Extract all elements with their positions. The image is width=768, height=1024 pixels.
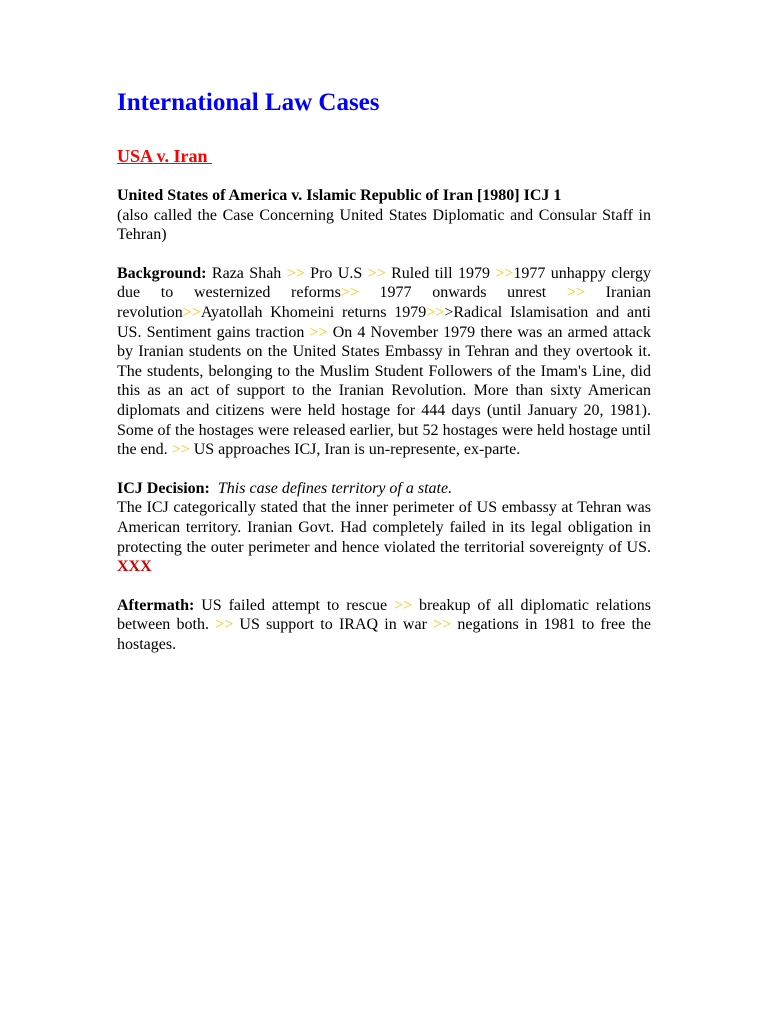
arrow-marker: >> <box>182 303 201 321</box>
decision-text: The ICJ categorically stated that the inner perimeter of US embassy at Tehran was American territory. Iranian Govt. Had completely failed in its legal obligation in protecting the outer perimeter and hence violated the territorial sovereignty of US. <box>117 499 651 556</box>
arrow-marker: >> <box>215 616 234 634</box>
background-text: Ayatollah Khomeini returns 1979 <box>200 303 427 321</box>
citation-title: United States of America v. Islamic Republic of Iran [1980] ICJ 1 <box>117 187 562 204</box>
citation-note: (also called the Case Concerning United States Diplomatic and Consular Staff in Tehran) <box>117 206 651 244</box>
background-text: >Radical Islamisation and anti US. Sentiment gains traction <box>117 303 652 341</box>
background-text: Raza Shah <box>206 264 287 282</box>
arrow-marker: >> <box>426 303 445 321</box>
decision-summary: This case defines territory of a state. <box>217 479 453 497</box>
arrow-marker: >> <box>171 441 190 459</box>
arrow-marker: >> <box>566 284 585 302</box>
decision-label: ICJ Decision: <box>117 479 210 497</box>
background-text: 1977 unhappy clergy due to westernized reforms <box>117 264 651 302</box>
background-text: Iranian revolution <box>117 284 651 321</box>
background-text: US approaches ICJ, Iran is un-represente, ex-parte. <box>189 441 521 459</box>
document-body <box>117 86 651 654</box>
aftermath-paragraph <box>117 596 651 655</box>
arrow-marker: >> <box>340 284 359 302</box>
background-label: Background: <box>117 264 207 282</box>
arrow-marker: >> <box>433 616 452 634</box>
aftermath-label: Aftermath: <box>117 596 195 614</box>
background-paragraph <box>117 264 651 460</box>
arrow-marker: >> <box>495 264 514 282</box>
arrow-marker: >> <box>367 264 386 282</box>
background-text: On 4 November 1979 there was an armed attack by Iranian students on the United States Embassy in Tehran and they overtook it. The students, belonging to the Muslim Student Followers of the Imam's Line, did this as an act of support to the Iranian Revolution. More than sixty American diplomats and citizens were held hostage for 444 days (until January 20, 1981). Some of the hostages were released earlier, but 52 hostages were held hostage until the end. <box>117 323 651 459</box>
aftermath-text: breakup of all diplomatic relations between both. <box>117 596 652 634</box>
case-heading: USA v. Iran <box>117 146 213 166</box>
decision-paragraph <box>117 479 651 577</box>
background-text: Pro U.S <box>304 264 368 282</box>
aftermath-text: US failed attempt to rescue <box>194 596 394 614</box>
aftermath-text: negations in 1981 to free the hostages. <box>117 616 652 653</box>
arrow-marker: >> <box>393 596 413 614</box>
arrow-marker: >> <box>286 264 305 282</box>
aftermath-text: US support to IRAQ in war <box>233 616 434 634</box>
background-text: Ruled till 1979 <box>385 264 496 282</box>
background-text: 1977 onwards unrest <box>358 284 567 302</box>
citation-paragraph <box>117 186 651 245</box>
xxx-mark: XXX <box>117 558 152 576</box>
page-title: International Law Cases <box>117 89 380 116</box>
arrow-marker: >> <box>309 323 328 341</box>
